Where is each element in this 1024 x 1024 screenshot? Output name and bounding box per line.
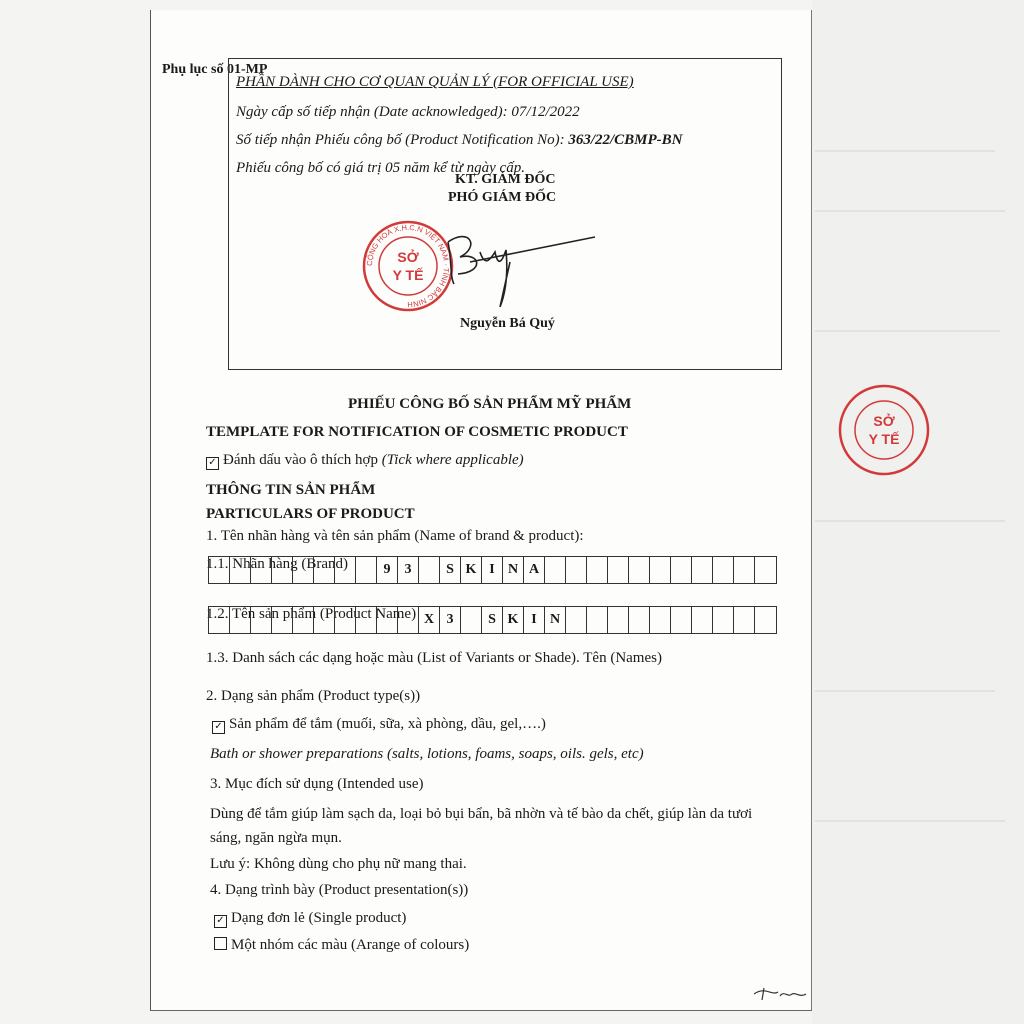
- validity-note: Phiếu công bố có giá trị 05 năm kể từ ngày cấp.: [236, 160, 525, 176]
- initials-mark: [750, 984, 810, 1004]
- item-4-option-2: Một nhóm các màu (Arange of colours): [214, 936, 469, 954]
- signer-title-1: KT. GIÁM ĐỐC: [455, 172, 556, 187]
- notification-label: Số tiếp nhận Phiếu công bố (Product Notification No):: [236, 132, 565, 148]
- grid-cell: [314, 557, 335, 583]
- grid-cell: [377, 607, 398, 633]
- svg-text:SỞ: SỞ: [873, 413, 895, 429]
- item-4: 4. Dạng trình bày (Product presentation(s)): [210, 882, 469, 898]
- grid-cell: [608, 607, 629, 633]
- grid-cell: A: [524, 557, 545, 583]
- grid-cell: [251, 607, 272, 633]
- item-2-option: ✓ Sản phẩm để tắm (muối, sữa, xà phòng, dầu, gel,….): [212, 716, 546, 733]
- grid-cell: 3: [440, 607, 461, 633]
- grid-cell: [692, 607, 713, 633]
- signer-name: Nguyễn Bá Quý: [460, 316, 555, 331]
- grid-cell: [650, 607, 671, 633]
- grid-cell: [734, 607, 755, 633]
- grid-cell: [356, 607, 377, 633]
- svg-text:CỘNG HOÀ X.H.C.N VIỆT NAM · TỈ: CỘNG HOÀ X.H.C.N VIỆT NAM · TỈNH BẮC NINH: [364, 222, 452, 310]
- grid-cell: [209, 607, 230, 633]
- grid-cell: [314, 607, 335, 633]
- item-2: 2. Dạng sản phẩm (Product type(s)): [206, 688, 421, 704]
- tick-instruction: ✓ Đánh dấu vào ô thích hợp (Tick where applicable): [206, 452, 524, 469]
- appendix-label: Phụ lục số 01-MP: [162, 62, 268, 77]
- svg-text:SỞ: SỞ: [397, 249, 419, 265]
- grid-cell: [293, 607, 314, 633]
- item-1: 1. Tên nhãn hàng và tên sản phẩm (Name of brand & product):: [206, 528, 584, 544]
- date-acknowledged: Ngày cấp số tiếp nhận (Date acknowledged): 07/12/2022: [236, 104, 580, 120]
- grid-cell: 9: [377, 557, 398, 583]
- grid-cell: [692, 557, 713, 583]
- signature: [440, 222, 600, 312]
- grid-cell: I: [524, 607, 545, 633]
- grid-cell: X: [419, 607, 440, 633]
- grid-cell: [713, 557, 734, 583]
- grid-cell: [230, 557, 251, 583]
- grid-cell: [650, 557, 671, 583]
- item-3-text-1: Dùng để tắm giúp làm sạch da, loại bỏ bụi bẩn, bã nhờn và tế bào da chết, giúp làn da tươi: [210, 806, 753, 822]
- grid-cell: K: [503, 607, 524, 633]
- grid-cell: 3: [398, 557, 419, 583]
- grid-cell: [356, 557, 377, 583]
- item-3-note: Lưu ý: Không dùng cho phụ nữ mang thai.: [210, 856, 467, 872]
- section-title-vn: THÔNG TIN SẢN PHẨM: [206, 482, 376, 498]
- grid-cell: [251, 557, 272, 583]
- grid-cell: N: [503, 557, 524, 583]
- grid-cell: [629, 607, 650, 633]
- checkbox-icon: ✓: [214, 915, 227, 928]
- grid-cell: [587, 557, 608, 583]
- item-1-2: 1.2. Tên sản phẩm (Product Name): [206, 606, 417, 622]
- grid-cell: [461, 607, 482, 633]
- grid-cell: I: [482, 557, 503, 583]
- svg-text:Y TẾ: Y TẾ: [868, 431, 900, 447]
- empty-checkbox-icon: [214, 937, 227, 950]
- grid-cell: [398, 607, 419, 633]
- form-title-en: TEMPLATE FOR NOTIFICATION OF COSMETIC PRODUCT: [206, 424, 628, 440]
- edge-stamp: [838, 384, 930, 476]
- item-3: 3. Mục đích sử dụng (Intended use): [210, 776, 424, 792]
- grid-cell: [566, 557, 587, 583]
- section-title-en: PARTICULARS OF PRODUCT: [206, 506, 415, 522]
- grid-cell: [230, 607, 251, 633]
- grid-cell: [608, 557, 629, 583]
- official-heading: PHẦN DÀNH CHO CƠ QUAN QUẢN LÝ (FOR OFFICIAL USE): [236, 74, 634, 90]
- grid-cell: [545, 557, 566, 583]
- brand-grid: [208, 556, 777, 584]
- item-1-3: 1.3. Danh sách các dạng hoặc màu (List of Variants or Shade). Tên (Names): [206, 650, 662, 666]
- form-title-vn: PHIẾU CÔNG BỐ SẢN PHẨM MỸ PHẨM: [348, 396, 632, 412]
- grid-cell: [272, 607, 293, 633]
- grid-cell: [755, 557, 776, 583]
- grid-cell: [755, 607, 776, 633]
- grid-cell: N: [545, 607, 566, 633]
- grid-cell: K: [461, 557, 482, 583]
- grid-cell: [671, 607, 692, 633]
- signer-title-2: PHÓ GIÁM ĐỐC: [448, 190, 557, 205]
- notification-number-row: [236, 132, 683, 149]
- grid-cell: [734, 557, 755, 583]
- grid-cell: [293, 557, 314, 583]
- product-name-grid: [208, 606, 777, 634]
- grid-cell: [629, 557, 650, 583]
- item-3-text-2: sáng, ngăn ngừa mụn.: [210, 830, 342, 846]
- grid-cell: [419, 557, 440, 583]
- grid-cell: [566, 607, 587, 633]
- grid-cell: [209, 557, 230, 583]
- item-2-option-en: Bath or shower preparations (salts, lotions, foams, soaps, oils. gels, etc): [210, 746, 644, 762]
- grid-cell: [587, 607, 608, 633]
- item-1-1: 1.1. Nhãn hàng (Brand): [206, 556, 349, 572]
- adjacent-page: [812, 0, 1024, 1024]
- grid-cell: [272, 557, 293, 583]
- item-4-option-1: ✓ Dạng đơn lẻ (Single product): [214, 910, 406, 927]
- grid-cell: S: [440, 557, 461, 583]
- grid-cell: [335, 557, 356, 583]
- checkbox-icon: ✓: [212, 721, 225, 734]
- grid-cell: [713, 607, 734, 633]
- notification-number: 363/22/CBMP-BN: [568, 132, 683, 148]
- grid-cell: S: [482, 607, 503, 633]
- grid-cell: [671, 557, 692, 583]
- svg-text:Y TẾ: Y TẾ: [392, 267, 424, 283]
- checkbox-icon: ✓: [206, 457, 219, 470]
- grid-cell: [335, 607, 356, 633]
